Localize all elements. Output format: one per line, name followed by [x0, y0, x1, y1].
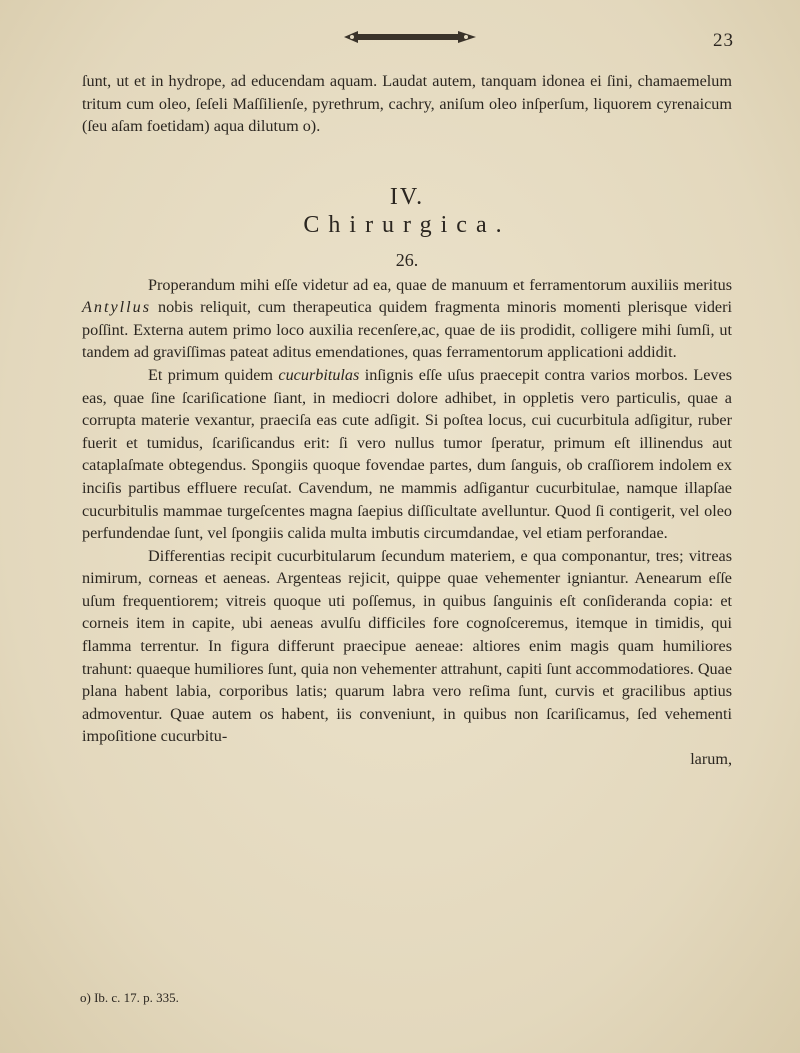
- catchword: larum,: [690, 750, 732, 769]
- body-paragraph-1: Properandum mihi eſſe videtur ad ea, quae de manuum et ferramentorum auxiliis meritus Antyllus nobis reliquit, cum therapeutica quidem fragmenta minoris momenti plerisque videri poſſint. Externa autem primo loco auxilia recenſere,ac, quae de iis prodidit, colligere mihi ſumſi, ut tandem ad graviſſimas pateat aditus emendationes, quas ferramentorum applicationi addidit.: [82, 275, 732, 362]
- body-paragraph-2: Et primum quidem cucurbitulas inſignis eſſe uſus praecepit contra varios morbos. Leves eas, quae ſine ſcariſicatione ſiant, in mediocri dolore adhibet, in oppletis vero particulis, quae a corrupta materie vexantur, praeciſa eas cute adſigit. Si poſtea locus, cui cucurbitula adſigitur, ruber fuerit et tumidus, ſcariſicandus erit: ſi vero nullus tumor ſperatur, primum eſt illinendus aut cataplaſmate obtegendus. Spongiis quoque fovendae partes, dum ſanguis, ob craſſiorem indolem ex inciſis partibus effluere recuſat. Cavendum, ne mammis adſigantur cucurbitulae, namque illapſae cucurbitulis mammae turgeſcentes magna ſaepius diſſicultate avelluntur. Quod ſi contigerit, vel oleo perfundendae ſunt, vel ſpongiis calida multa imbutis circumdandae, vel etiam perforandae.: [82, 365, 732, 543]
- body-paragraph-3: Differentias recipit cucurbitularum ſecundum materiem, e qua componantur, tres; vitreas nimirum, corneas et aeneas. Argenteas rejicit, quippe quae vehementer igniantur. Aenearum eſſe uſum frequentiorem; vitreis quoque uti poſſemus, in quibus ſanguinis eſt conſideranda copia: et corneis item in capite, ubi aeneas avulſu difficiles fore cognoſceremus, itemque in timidis, qui flamma terrentur. In figura differunt praecipue aeneae: altiores enim magis quam humiliores trahunt: quaeque humiliores ſunt, quia non vehementer attrahunt, capiti ſunt accommodatiores. Quae plana habent labia, corporibus latis; quarum labra vero reſima ſunt, curvis et gracilibus aptius admoventur. Quae autem os habent, iis conveniunt, in quibus non ſcariſicamus, ſed vehementi impoſitione cucurbitu-: [82, 546, 732, 746]
- page-number: 23: [713, 30, 734, 51]
- section-number: IV.: [389, 183, 425, 210]
- emphasized-term: cucurbitulas: [278, 365, 360, 384]
- footnote: o) Ib. c. 17. p. 335.: [80, 990, 179, 1005]
- header-ornament: [340, 26, 480, 48]
- section-title: Chirurgica.: [303, 212, 511, 239]
- main-text: [82, 70, 732, 771]
- intro-paragraph: ſunt, ut et in hydrope, ad educendam aquam. Laudat autem, tanquam idonea ei ſini, chamaemelum tritum cum oleo, ſeſeli Maſſilienſe, pyrethrum, cachry, aniſum oleo inſperſum, liquorem cyrenaicum (ſeu aſam foetidam) aqua dilutum o).: [82, 72, 732, 136]
- paragraph-number: 26.: [395, 249, 419, 270]
- author-name: Antyllus: [82, 298, 152, 317]
